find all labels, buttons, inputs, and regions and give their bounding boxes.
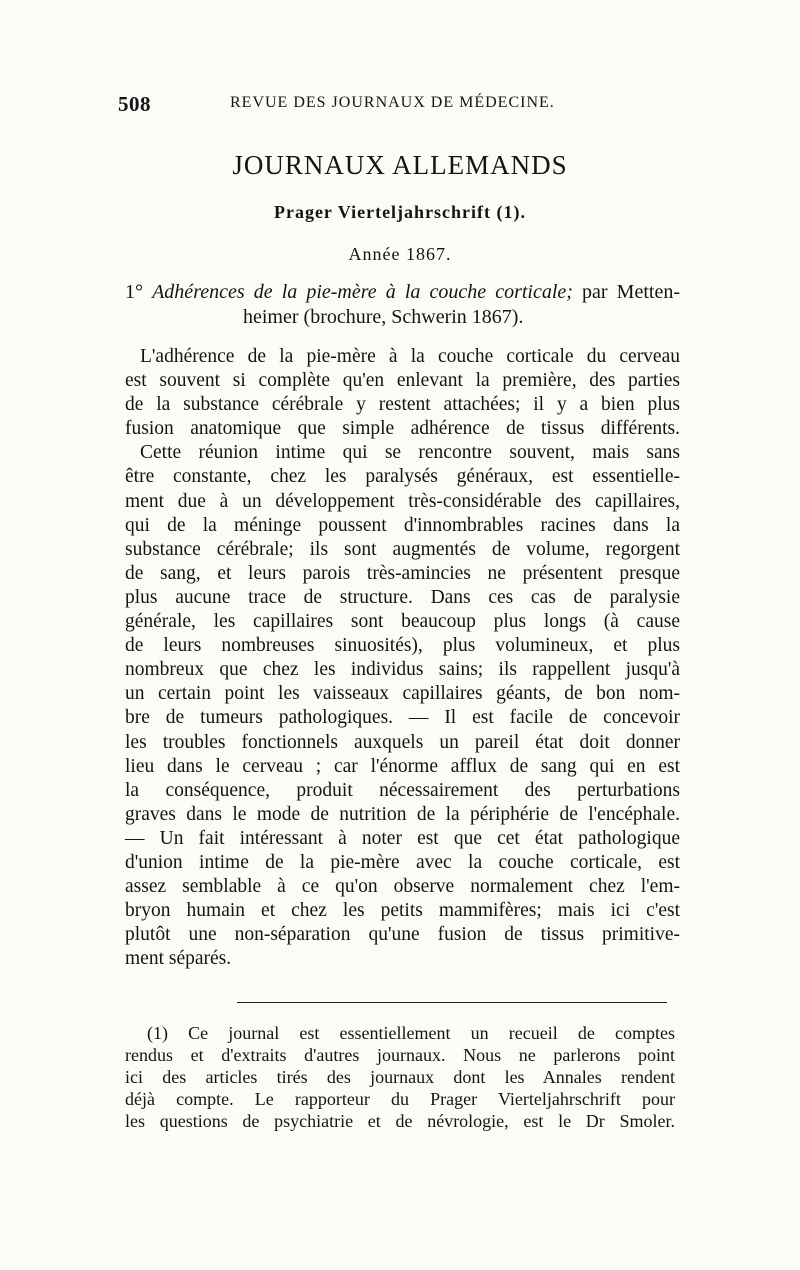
article-body [125, 345, 680, 971]
body-line: nombreux que chez les individus sains; ils rappellent jusqu'à [125, 659, 680, 681]
body-line: d'union intime de la pie-mère avec la couche corticale, est [125, 851, 680, 873]
body-line: bre de tumeurs pathologiques. — Il est facile de concevoir [125, 707, 680, 729]
body-line: assez semblable à ce qu'on observe normalement chez l'em- [125, 876, 680, 898]
footnote-divider [237, 1002, 667, 1003]
footnote-line: (1) Ce journal est essentiellement un recueil de comptes [147, 1023, 675, 1043]
body-line: — Un fait intéressant à noter est que cet état pathologique [125, 827, 680, 849]
body-line: de sang, et leurs parois très-amincies ne présentent presque [125, 562, 680, 584]
body-line: substance cérébrale; ils sont augmentés de volume, regorgent [125, 538, 680, 560]
article-number: 1° [125, 281, 143, 303]
body-line: un certain point les vaisseaux capillaires géants, de bon nom- [125, 683, 680, 705]
running-head [118, 92, 678, 118]
body-line: plutôt une non-séparation qu'une fusion de tissus primitive- [125, 924, 680, 946]
footnote-line: ici des articles tirés des journaux dont les Annales rendent [125, 1067, 675, 1087]
body-line: lieu dans le cerveau ; car l'énorme afflux de sang qui en est [125, 755, 680, 777]
body-line: bryon humain et chez les petits mammifères; mais ici c'est [125, 900, 680, 922]
body-line: Cette réunion intime qui se rencontre souvent, mais sans [140, 442, 680, 464]
body-line: est souvent si complète qu'en enlevant la première, des parties [125, 370, 680, 392]
body-line: graves dans le mode de nutrition de la périphérie de l'encéphale. [125, 803, 680, 825]
body-line: être constante, chez les paralysés généraux, est essentielle- [125, 466, 680, 488]
article-heading [125, 280, 680, 330]
article-author-part-2: heimer (brochure, Schwerin 1867). [243, 306, 524, 328]
section-title: JOURNAUX ALLEMANDS [232, 150, 568, 180]
journal-title: Prager Vierteljahrschrift (1). [273, 202, 527, 222]
body-line: qui de la méninge poussent d'innombrables racines dans la [125, 514, 680, 536]
year-heading: Année 1867. [348, 244, 452, 264]
page-number: 508 [118, 92, 151, 116]
article-author-part-1: par Metten- [572, 281, 680, 303]
article-title: Adhérences de la pie-mère à la couche corticale; [152, 281, 573, 303]
body-line: ment due à un développement très-considérable des capillaires, [125, 490, 680, 512]
body-line: L'adhérence de la pie-mère à la couche corticale du cerveau [140, 346, 680, 367]
footnote-line: les questions de psychiatrie et de névrologie, est le Dr Smoler. [125, 1111, 675, 1131]
body-line: les troubles fonctionnels auxquels un pareil état doit donner [125, 731, 680, 753]
body-line: ment séparés. [125, 948, 232, 970]
footnote [125, 1022, 675, 1132]
body-line: de leurs nombreuses sinuosités), plus volumineux, et plus [125, 635, 680, 657]
footnote-line: déjà compte. Le rapporteur du Prager Vierteljahrschrift pour [125, 1089, 675, 1109]
body-line: plus aucune trace de structure. Dans ces cas de paralysie [125, 586, 680, 608]
body-line: générale, les capillaires sont beaucoup plus longs (à cause [125, 611, 680, 633]
body-line: de la substance cérébrale y restent attachées; il y a bien plus [125, 394, 680, 416]
article-heading-line-1 [125, 280, 680, 305]
running-header-title: REVUE DES JOURNAUX DE MÉDECINE. [230, 94, 555, 111]
body-line: fusion anatomique que simple adhérence de tissus différents. [125, 418, 680, 440]
footnote-line: rendus et d'extraits d'autres journaux. Nous ne parlerons point [125, 1045, 675, 1065]
body-line: la conséquence, produit nécessairement des perturbations [125, 779, 680, 801]
